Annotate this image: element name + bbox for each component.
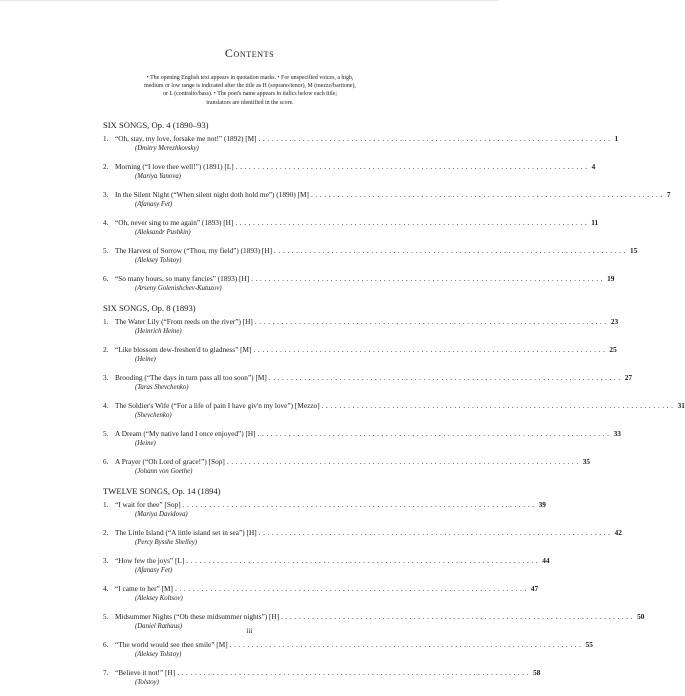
entry-poet: (Percy Bysshe Shelley) [135, 539, 198, 546]
leader-dots: ................................................................................ [268, 373, 623, 382]
toc-entry[interactable] [103, 218, 599, 246]
leader-dots: ................................................................................ [253, 345, 608, 354]
entry-poet: (Heinrich Heine) [135, 328, 182, 335]
leader-dots: ................................................................................ [174, 584, 529, 593]
entry-number: 1. [103, 500, 109, 509]
entry-title: A Dream (“My native land I once enjoyed”) [H] [115, 429, 256, 438]
entry-poet: (Arseny Golenishchev-Kutuzov) [135, 285, 222, 292]
entry-number: 2. [103, 528, 109, 537]
toc-entry[interactable] [103, 134, 619, 162]
entry-page: 47 [530, 584, 539, 593]
entry-number: 5. [103, 612, 109, 621]
entry-title: “Like blossom dew-freshen'd to gladness” [M] [115, 345, 252, 354]
entry-title: “I came to her” [M] [115, 584, 173, 593]
entry-title: “So many hours, so many fancies” (1893) [H] [115, 274, 250, 283]
entry-page: 15 [629, 246, 638, 255]
entry-number: 4. [103, 401, 109, 410]
entry-title: “Oh, stay, my love, forsake me not!” (1892) [M] [115, 134, 257, 143]
note-line: translators are identified in the score. [206, 99, 294, 106]
entry-number: 6. [103, 274, 109, 283]
toc-entry[interactable] [103, 162, 596, 190]
toc-entry[interactable] [103, 429, 621, 457]
section-op8 [103, 302, 685, 485]
entry-poet: (Shevchenko) [135, 412, 172, 419]
entry-page: 27 [624, 373, 633, 382]
toc-entry[interactable] [103, 345, 617, 373]
page-number: iii [246, 626, 253, 635]
entry-number: 5. [103, 246, 109, 255]
entry-title: The Soldier's Wife (“For a life of pain I have giv'n my love”) [Mezzo] [115, 401, 320, 410]
entry-number: 3. [103, 556, 109, 565]
section-op4 [103, 119, 671, 302]
entry-poet: (Daniel Rathaus) [135, 623, 183, 630]
page-top-edge [0, 0, 499, 1]
toc-entry[interactable] [103, 640, 593, 668]
contents-title: Contents [224, 46, 275, 60]
entry-page: 25 [609, 345, 617, 354]
toc-entry[interactable] [103, 373, 633, 401]
toc-entry[interactable] [103, 668, 541, 696]
entry-poet: (Afanasy Fet) [135, 567, 173, 574]
toc-entry[interactable] [103, 556, 550, 584]
entry-poet: (Aleksey Tolstoy) [135, 257, 182, 264]
entry-title: “The world would see thee smile” [M] [115, 640, 228, 649]
entry-poet: (Johann von Goethe) [135, 468, 193, 475]
entry-poet: (Heine) [135, 356, 156, 363]
toc-entry[interactable] [103, 528, 622, 556]
entry-page: 44 [542, 556, 550, 565]
leader-dots: ................................................................................ [321, 401, 676, 410]
toc-entry[interactable] [103, 500, 546, 528]
entry-title: “Believe it not!” [H] [115, 668, 176, 677]
entry-poet: (Aleksandr Pushkin) [135, 229, 191, 236]
entry-number: 3. [103, 190, 109, 199]
leader-dots: ................................................................................ [258, 528, 613, 537]
note-line: medium or low range is indicated after the title as H (soprano/tenor), M (mezzo/baritone), [144, 83, 356, 90]
usage-notes [110, 74, 390, 107]
section-op14 [103, 485, 645, 696]
entry-number: 7. [103, 668, 109, 677]
entry-poet: (Mariya Yanova) [135, 173, 182, 180]
entry-title: The Harvest of Sorrow (“Thou, my field”) (1893) [H] [115, 246, 273, 255]
toc-entry[interactable] [103, 317, 619, 345]
leader-dots: ................................................................................ [310, 190, 665, 199]
entry-page: 50 [637, 612, 645, 621]
leader-dots: ................................................................................ [235, 218, 590, 227]
toc-entry[interactable] [103, 457, 591, 485]
section-heading: TWELVE SONGS, Op. 14 (1894) [103, 486, 221, 496]
entry-number: 1. [103, 134, 109, 143]
leader-dots: ................................................................................ [226, 457, 581, 466]
entry-poet: (Aleksey Koltsov) [135, 595, 183, 602]
entry-title: “I wait for thee” [Sop] [115, 500, 181, 509]
leader-dots: ................................................................................ [258, 134, 613, 143]
entry-title: “How few the joys” [L] [115, 556, 185, 565]
entry-page: 58 [533, 668, 541, 677]
entry-number: 4. [103, 218, 109, 227]
entry-number: 6. [103, 640, 109, 649]
leader-dots: ................................................................................ [257, 429, 612, 438]
leader-dots: ................................................................................ [182, 500, 537, 509]
entry-poet: (Dmitry Merezhkovsky) [135, 145, 199, 152]
entry-number: 2. [103, 162, 109, 171]
note-line: or L (contralto/bass). • The poet's name appears in italics below each title; [162, 91, 338, 98]
entry-page: 7 [666, 190, 671, 199]
entry-title: A Prayer (“Oh Lord of grace!”) [Sop] [115, 457, 225, 466]
entry-poet: (Taras Shevchenko) [135, 384, 189, 391]
entry-title: In the Silent Night (“When silent night doth hold me”) (1890) [M] [115, 190, 309, 199]
entry-poet: (Mariya Davidova) [135, 511, 188, 518]
entry-page: 33 [613, 429, 621, 438]
toc-entry[interactable] [103, 401, 685, 429]
leader-dots: ................................................................................ [235, 162, 590, 171]
entry-title: “Oh, never sing to me again” (1893) [H] [115, 218, 234, 227]
section-heading: SIX SONGS, Op. 4 (1890–93) [103, 120, 209, 130]
entry-page: 55 [585, 640, 593, 649]
entry-number: 5. [103, 429, 109, 438]
entry-number: 4. [103, 584, 109, 593]
entry-page: 11 [591, 218, 599, 227]
entry-page: 42 [614, 528, 622, 537]
leader-dots: ................................................................................ [177, 668, 532, 677]
leader-dots: ................................................................................ [229, 640, 584, 649]
entry-poet: (Afanasy Fet) [135, 201, 173, 208]
note-line: • The opening English text appears in quotation marks. • For unspecified voices, a high, [146, 75, 354, 81]
entry-page: 31 [677, 401, 685, 410]
entry-title: The Water Lily (“From reeds on the river”) [H] [115, 317, 253, 326]
entry-page: 35 [582, 457, 591, 466]
entry-poet: (Heine) [135, 440, 156, 447]
entry-title: Brooding (“The days in turn pass all too soon”) [M] [115, 373, 267, 382]
toc-entry[interactable] [103, 246, 638, 274]
table-of-contents [103, 119, 685, 696]
entry-page: 39 [538, 500, 546, 509]
entry-number: 6. [103, 457, 109, 466]
toc-entry[interactable] [103, 190, 671, 218]
entry-poet: (Aleksey Tolstoy) [135, 651, 182, 658]
entry-poet: (Tolstoy) [135, 679, 159, 686]
leader-dots: ................................................................................ [186, 556, 541, 565]
entry-title: The Little Island (“A little island set in sea”) [H] [115, 528, 257, 537]
leader-dots: ................................................................................ [281, 612, 636, 621]
toc-entry[interactable] [103, 584, 539, 612]
entry-title: Morning (“I love thee well!”) (1891) [L] [115, 162, 234, 171]
entry-number: 3. [103, 373, 109, 382]
section-heading: SIX SONGS, Op. 8 (1893) [103, 303, 196, 313]
leader-dots: ................................................................................ [251, 274, 606, 283]
entry-number: 2. [103, 345, 109, 354]
leader-dots: ................................................................................ [274, 246, 628, 255]
entry-page: 19 [607, 274, 615, 283]
leader-dots: ................................................................................ [254, 317, 609, 326]
entry-title: Midsummer Nights (“Oh these midsummer nights”) [H] [115, 612, 280, 621]
entry-page: 4 [591, 162, 596, 171]
entry-page: 23 [610, 317, 619, 326]
entry-number: 1. [103, 317, 109, 326]
entry-page: 1 [614, 134, 619, 143]
toc-entry[interactable] [103, 274, 615, 302]
